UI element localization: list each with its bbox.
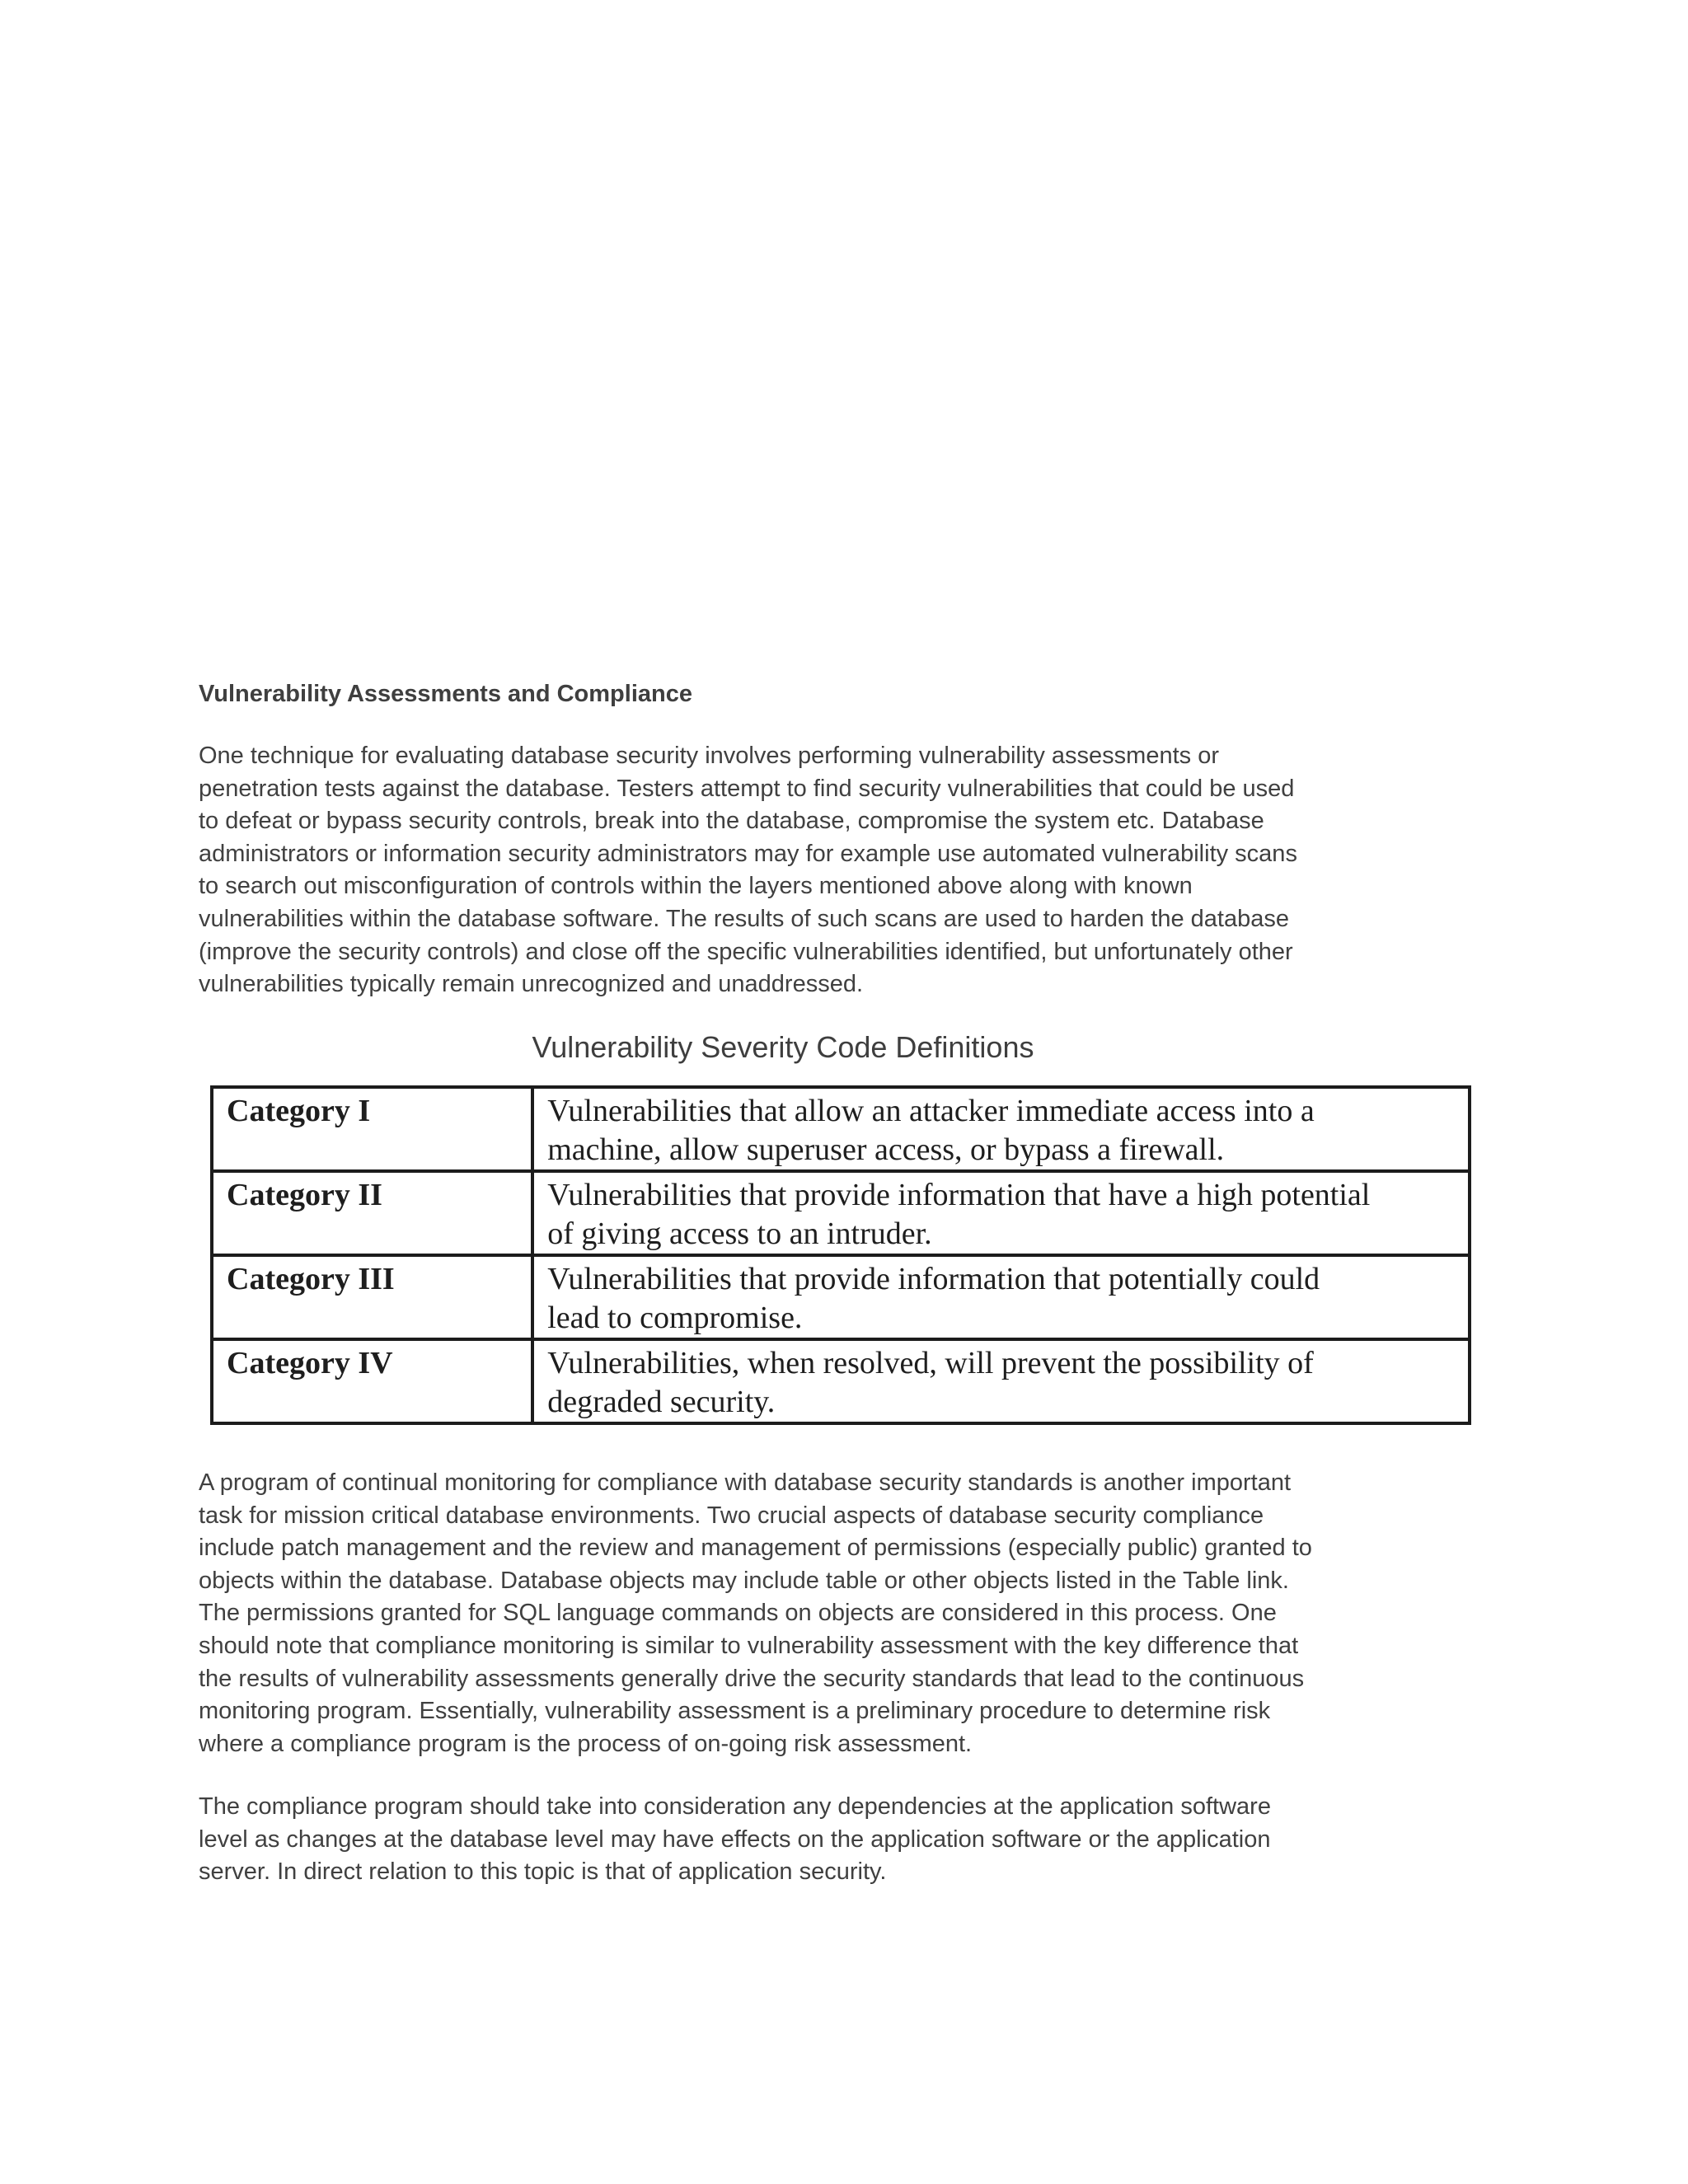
- definition-line: of giving access to an intruder.: [547, 1216, 932, 1251]
- definition-line: Vulnerabilities that provide information that have a high potential: [547, 1178, 1371, 1212]
- paragraph-line: the results of vulnerability assessments generally drive the security standards that lead to the continuous: [199, 1665, 1305, 1692]
- definition-cell: [532, 1171, 1470, 1255]
- definition-line: degraded security.: [547, 1385, 776, 1419]
- paragraph-line: should note that compliance monitoring is similar to vulnerability assessment with the key difference that: [199, 1632, 1299, 1659]
- definition-line: machine, allow superuser access, or bypass a firewall.: [547, 1132, 1225, 1167]
- definition-line: Vulnerabilities that provide information that potentially could: [547, 1262, 1320, 1296]
- dependencies-paragraph: [199, 1791, 1377, 1889]
- severity-table: [210, 1085, 1471, 1425]
- intro-paragraph: [199, 740, 1377, 1001]
- table-row: [212, 1339, 1470, 1423]
- table-row: [212, 1087, 1470, 1171]
- paragraph-line: The permissions granted for SQL language commands on objects are considered in this process. One: [199, 1600, 1277, 1627]
- section-heading: Vulnerability Assessments and Compliance: [199, 681, 692, 707]
- paragraph-line: include patch management and the review and management of permissions (especially public) granted to: [199, 1535, 1312, 1562]
- category-cell: Category I: [212, 1087, 532, 1171]
- definition-line: Vulnerabilities that allow an attacker immediate access into a: [547, 1094, 1315, 1128]
- paragraph-line: administrators or information security administrators may for example use automated vulnerability scans: [199, 840, 1297, 867]
- definition-cell: [532, 1087, 1470, 1171]
- paragraph-line: objects within the database. Database objects may include table or other objects listed in the Table link.: [199, 1567, 1289, 1594]
- paragraph-line: monitoring program. Essentially, vulnerability assessment is a preliminary procedure to determine risk: [199, 1698, 1271, 1725]
- category-cell: Category III: [212, 1255, 532, 1339]
- paragraph-line: One technique for evaluating database security involves performing vulnerability assessments or: [199, 743, 1219, 769]
- paragraph-line: server. In direct relation to this topic is that of application security.: [199, 1858, 887, 1886]
- paragraph-line: The compliance program should take into consideration any dependencies at the application software: [199, 1793, 1271, 1820]
- paragraph-line: (improve the security controls) and close off the specific vulnerabilities identified, but unfortunately other: [199, 938, 1293, 965]
- definition-line: Vulnerabilities, when resolved, will prevent the possibility of: [547, 1346, 1314, 1380]
- paragraph-line: vulnerabilities within the database software. The results of such scans are used to harden the database: [199, 905, 1289, 932]
- paragraph-line: task for mission critical database environments. Two crucial aspects of database security compliance: [199, 1502, 1264, 1529]
- category-cell: Category IV: [212, 1339, 532, 1423]
- table-row: [212, 1255, 1470, 1339]
- definition-cell: [532, 1255, 1470, 1339]
- table-caption: Vulnerability Severity Code Definitions: [532, 1030, 1034, 1064]
- definition-line: lead to compromise.: [547, 1301, 803, 1335]
- paragraph-line: A program of continual monitoring for compliance with database security standards is another important: [199, 1469, 1292, 1496]
- compliance-paragraph: [199, 1467, 1377, 1760]
- paragraph-line: where a compliance program is the process of on-going risk assessment.: [199, 1730, 973, 1757]
- table-row: [212, 1171, 1470, 1255]
- paragraph-line: to defeat or bypass security controls, break into the database, compromise the system etc. Database: [199, 808, 1264, 835]
- paragraph-line: to search out misconfiguration of controls within the layers mentioned above along with known: [199, 873, 1193, 900]
- definition-cell: [532, 1339, 1470, 1423]
- paragraph-line: penetration tests against the database. Testers attempt to find security vulnerabilities that could be used: [199, 775, 1295, 802]
- paragraph-line: vulnerabilities typically remain unrecognized and unaddressed.: [199, 971, 864, 998]
- paragraph-line: level as changes at the database level may have effects on the application software or the application: [199, 1825, 1271, 1853]
- category-cell: Category II: [212, 1171, 532, 1255]
